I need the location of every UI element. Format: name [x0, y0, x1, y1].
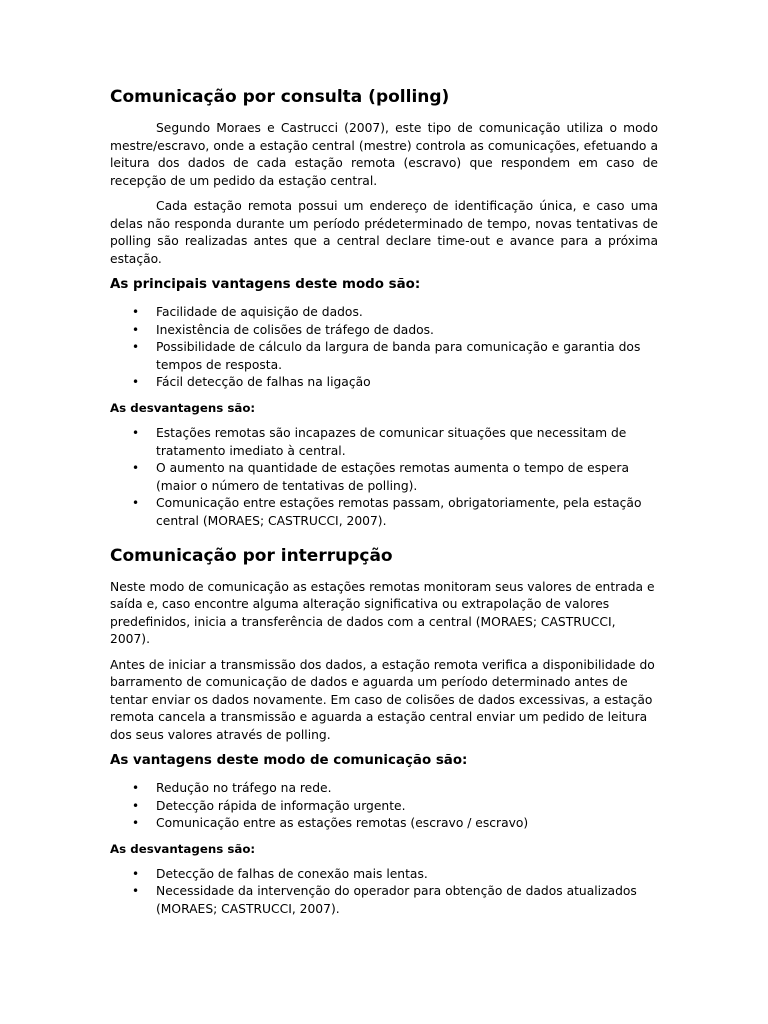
bullet-icon: •: [132, 375, 140, 390]
bullet-icon: •: [132, 798, 140, 813]
list-item-text: Redução no tráfego na rede.: [156, 781, 332, 796]
list-item: [132, 460, 658, 495]
bullet-icon: •: [132, 322, 140, 337]
bullet-icon: •: [132, 496, 140, 511]
list-item-text: Facilidade de aquisição de dados.: [156, 305, 363, 319]
section1-disadvantages-heading: As desvantagens são:: [110, 400, 256, 415]
list-item: [132, 780, 658, 798]
list-item-text: Detecção de falhas de conexão mais lentas.: [156, 866, 428, 881]
section1-advantages-heading: As principais vantagens deste modo são:: [110, 277, 421, 292]
bullet-icon: •: [132, 461, 140, 476]
list-item: [132, 425, 658, 460]
list-item-text: Fácil detecção de falhas na ligação: [156, 375, 371, 390]
list-item-text: Comunicação entre as estações remotas (escravo / escravo): [156, 816, 529, 831]
bullet-icon: •: [132, 305, 140, 319]
list-item: [132, 322, 658, 340]
section1-paragraph-1: Segundo Moraes e Castrucci (2007), este tipo de comunicação utiliza o modo mestre/escravo, onde a estação central (mestre) controla as comunicações, efetuando a leitura dos dados de cada estação remota (escravo) que respondem em caso de recepção de um pedido da estação central.: [110, 121, 658, 188]
section2-disadvantages-heading: As desvantagens são:: [110, 841, 256, 856]
bullet-icon: •: [132, 781, 140, 796]
list-item: [132, 866, 658, 884]
section2-advantages-heading: As vantagens deste modo de comunicação são:: [110, 753, 468, 769]
list-item-text: Comunicação entre estações remotas passam, obrigatoriamente, pela estação central (MORAES; CASTRUCCI, 2007).: [156, 496, 642, 528]
list-item-text: Inexistência de colisões de tráfego de dados.: [156, 322, 434, 337]
list-item: [132, 815, 658, 833]
list-item: [132, 339, 658, 374]
section2-paragraph-1: Neste modo de comunicação as estações remotas monitoram seus valores de entrada e saída e, caso encontre alguma alteração significativa ou extrapolação de valores predefinidos, inicia a transferência de dados com a central (MORAES; CASTRUCCI, 2007).: [110, 579, 655, 647]
bullet-icon: •: [132, 866, 140, 881]
list-item: [132, 798, 658, 816]
list-item-text: Detecção rápida de informação urgente.: [156, 798, 406, 813]
section2-disadvantages-list: [110, 866, 658, 919]
list-item-text: O aumento na quantidade de estações remotas aumenta o tempo de espera (maior o número de tentativas de polling).: [156, 461, 630, 493]
section1-paragraph-2: Cada estação remota possui um endereço de identificação única, e caso uma delas não responda durante um período prédeterminado de tempo, novas tentativas de polling são realizadas antes que a central declare time-out e avance para a próxima estação.: [110, 199, 658, 266]
section1-advantages-list: [110, 304, 658, 392]
section2-title: Comunicação por interrupção: [110, 545, 393, 566]
list-item: [132, 374, 658, 392]
list-item: [132, 495, 658, 530]
section2-advantages-list: [110, 780, 658, 833]
list-item: [132, 883, 658, 918]
list-item-text: Necessidade da intervenção do operador para obtenção de dados atualizados (MORAES; CASTRUCCI, 2007).: [156, 884, 637, 916]
section1-disadvantages-list: [110, 425, 658, 531]
list-item-text: Possibilidade de cálculo da largura de banda para comunicação e garantia dos tempos de resposta.: [156, 340, 641, 372]
list-item-text: Estações remotas são incapazes de comunicar situações que necessitam de tratamento imediato à central.: [156, 425, 627, 458]
section1-title: Comunicação por consulta (polling): [110, 87, 450, 107]
bullet-icon: •: [132, 884, 140, 899]
list-item: [132, 304, 658, 322]
bullet-icon: •: [132, 816, 140, 831]
section2-paragraph-2: Antes de iniciar a transmissão dos dados, a estação remota verifica a disponibilidade do barramento de comunicação de dados e aguarda um período determinado antes de tentar enviar os dados novamente. Em caso de colisões de dados excessivas, a estação remota cancela a transmissão e aguarda a estação central enviar um pedido de leitura dos seus valores através de polling.: [110, 657, 655, 742]
bullet-icon: •: [132, 340, 140, 355]
bullet-icon: •: [132, 425, 140, 440]
